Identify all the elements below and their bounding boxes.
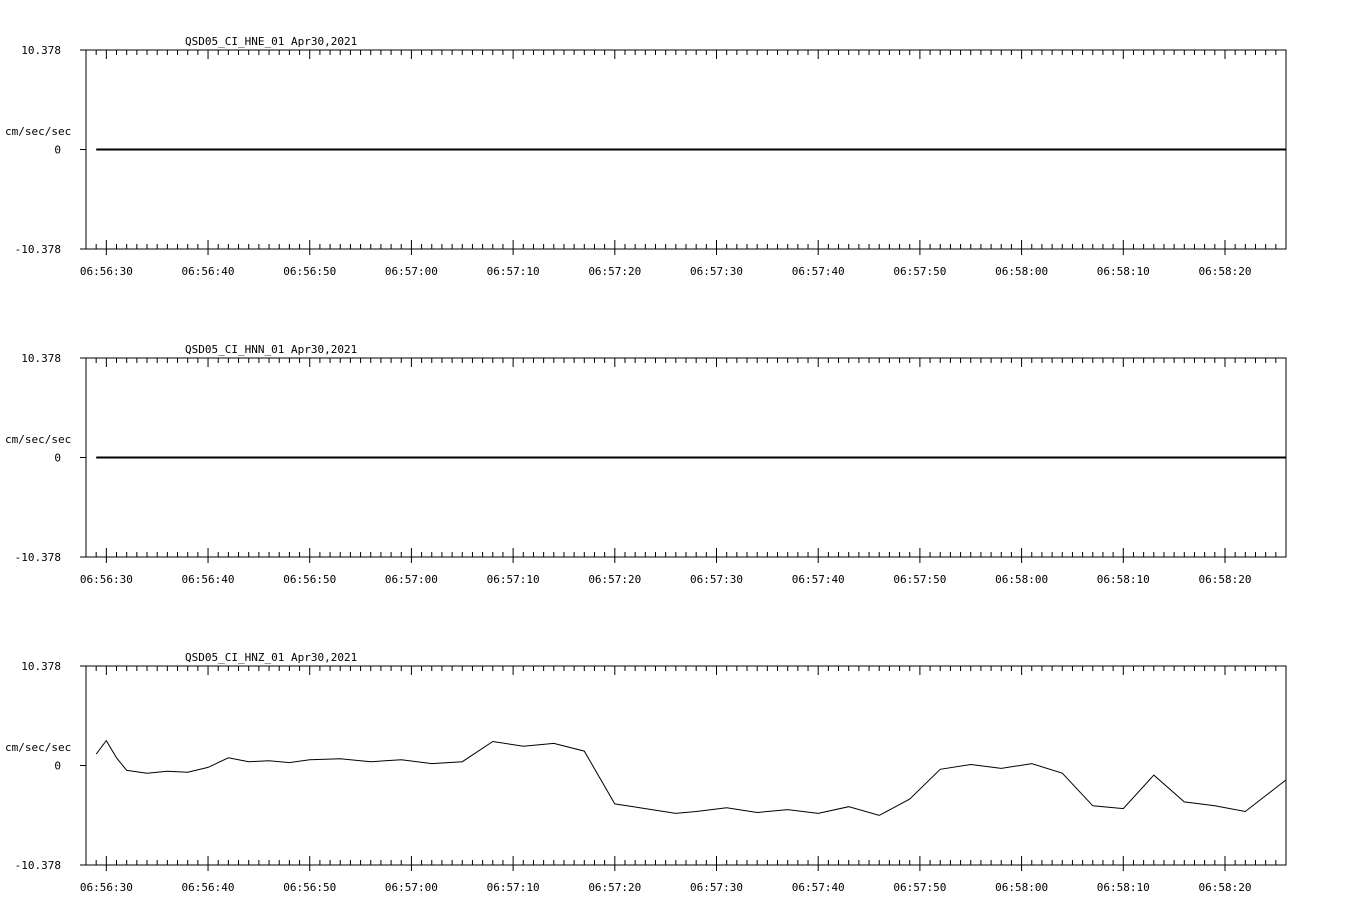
x-tick-label: 06:57:20 — [588, 573, 642, 586]
x-tick-label: 06:57:40 — [791, 573, 845, 586]
x-tick-label: 06:56:40 — [181, 573, 235, 586]
seismogram-panel — [5, 651, 1286, 894]
x-tick-label: 06:58:20 — [1198, 573, 1252, 586]
waveform-trace — [96, 741, 1286, 816]
x-tick-label: 06:56:30 — [79, 881, 133, 894]
y-tick-label: -10.378 — [14, 243, 61, 256]
x-tick-label: 06:58:20 — [1198, 265, 1252, 278]
y-axis-label: cm/sec/sec — [5, 741, 72, 754]
x-tick-label: 06:57:10 — [486, 265, 540, 278]
x-tick-label: 06:57:20 — [588, 265, 642, 278]
seismogram-panel — [5, 35, 1286, 278]
x-tick-label: 06:57:50 — [893, 881, 947, 894]
y-tick-label: 10.378 — [21, 660, 61, 673]
x-tick-label: 06:56:40 — [181, 265, 235, 278]
x-tick-label: 06:56:50 — [283, 573, 337, 586]
x-tick-label: 06:57:00 — [384, 881, 438, 894]
x-tick-label: 06:58:20 — [1198, 881, 1252, 894]
y-tick-label: -10.378 — [14, 859, 61, 872]
x-tick-label: 06:57:10 — [486, 573, 540, 586]
x-tick-label: 06:57:50 — [893, 573, 947, 586]
x-tick-label: 06:57:30 — [690, 573, 744, 586]
seismogram-panel — [5, 343, 1286, 586]
x-tick-label: 06:57:40 — [791, 265, 845, 278]
x-tick-label: 06:57:30 — [690, 881, 744, 894]
panel-title: QSD05_CI_HNN_01 Apr30,2021 — [185, 343, 358, 356]
x-tick-label: 06:57:30 — [690, 265, 744, 278]
x-tick-label: 06:58:10 — [1096, 881, 1150, 894]
x-tick-label: 06:57:00 — [384, 573, 438, 586]
x-tick-label: 06:58:00 — [995, 265, 1049, 278]
x-tick-label: 06:57:50 — [893, 265, 947, 278]
y-tick-label: 0 — [54, 143, 61, 157]
y-tick-label: 0 — [54, 451, 61, 465]
y-axis-label: cm/sec/sec — [5, 433, 72, 446]
x-tick-label: 06:56:40 — [181, 881, 235, 894]
y-tick-label: 10.378 — [21, 44, 61, 57]
y-tick-label: 0 — [54, 759, 61, 773]
plot-frame — [86, 666, 1286, 865]
x-tick-label: 06:57:40 — [791, 881, 845, 894]
x-tick-label: 06:58:00 — [995, 573, 1049, 586]
panel-title: QSD05_CI_HNE_01 Apr30,2021 — [185, 35, 358, 48]
x-tick-label: 06:57:00 — [384, 265, 438, 278]
x-tick-label: 06:56:50 — [283, 881, 337, 894]
x-tick-label: 06:57:10 — [486, 881, 540, 894]
panel-title: QSD05_CI_HNZ_01 Apr30,2021 — [185, 651, 358, 664]
x-tick-label: 06:57:20 — [588, 881, 642, 894]
x-tick-label: 06:58:10 — [1096, 573, 1150, 586]
x-tick-label: 06:58:10 — [1096, 265, 1150, 278]
y-axis-label: cm/sec/sec — [5, 125, 72, 138]
x-tick-label: 06:56:50 — [283, 265, 337, 278]
y-tick-label: -10.378 — [14, 551, 61, 564]
x-tick-label: 06:56:30 — [79, 573, 133, 586]
x-tick-label: 06:58:00 — [995, 881, 1049, 894]
y-tick-label: 10.378 — [21, 352, 61, 365]
x-tick-label: 06:56:30 — [79, 265, 133, 278]
